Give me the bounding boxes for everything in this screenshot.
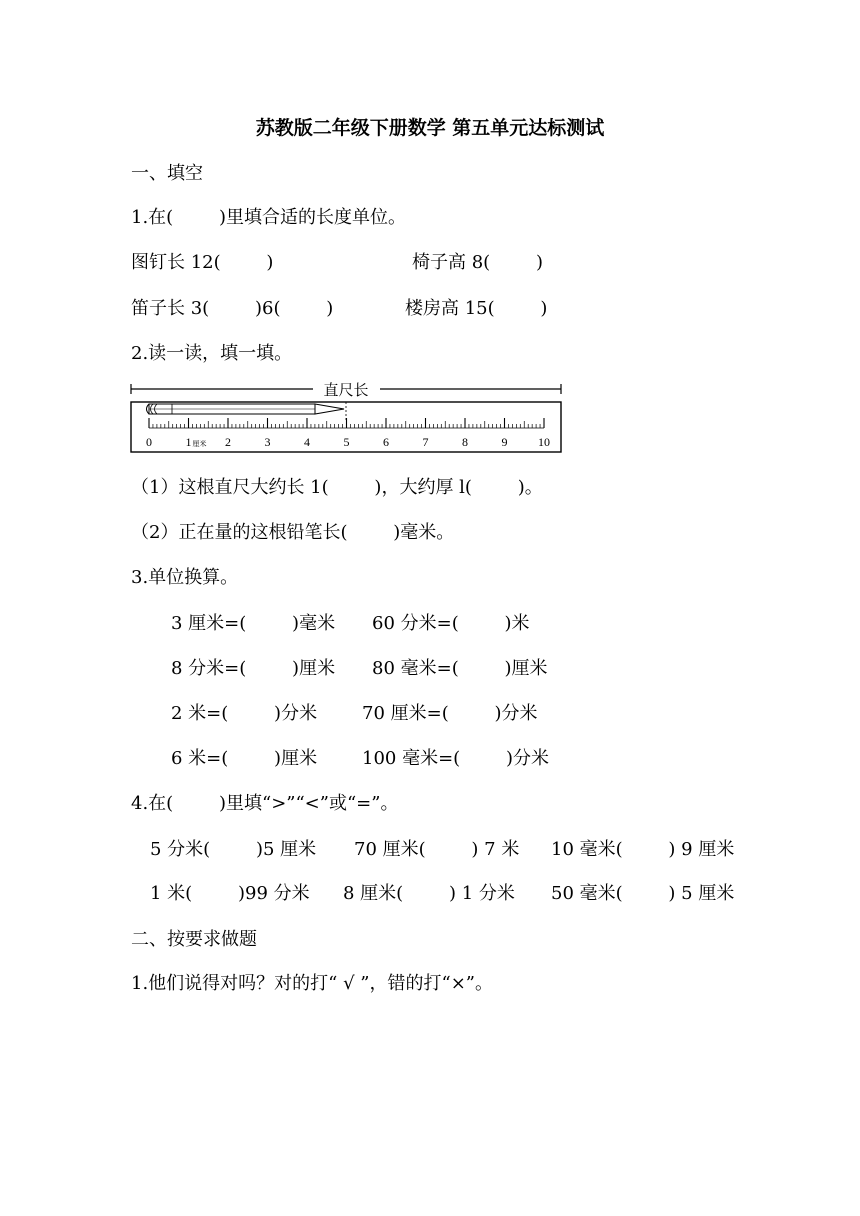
ruler-tick-label: 5 [343,435,350,449]
page-title: 苏教版二年级下册数学 第五单元达标测试 [255,117,605,139]
question-1-item-building: 楼房高 15( ) [405,298,548,319]
comparison-item: 5 分米( )5 厘米 [150,839,317,860]
conversion-item: 100 毫米=( )分米 [362,748,549,769]
ruler-figure [130,380,562,456]
ruler-tick-label: 6 [383,435,389,449]
ruler-tick-label: 1 [185,435,192,449]
comparison-item: 1 米( )99 分米 [150,883,310,904]
conversion-item: 60 分米=( )米 [372,613,530,634]
question-1-item-pushpin: 图钉长 12( ) [131,252,274,273]
ruler-tick-label: 8 [462,435,468,449]
question-2-sub-1: （1）这根直尺大约长 1( )，大约厚 l( )。 [131,477,543,498]
comparison-item: 50 毫米( ) 5 厘米 [551,883,735,904]
ruler-tick-label: 0 [146,435,152,449]
part-2-question-1-prompt: 1.他们说得对吗？对的打“ √ ”，错的打“×”。 [131,973,493,994]
conversion-item: 3 厘米=( )毫米 [171,613,336,634]
ruler-tick-label: 7 [422,435,429,449]
question-1-item-chair: 椅子高 8( ) [412,252,543,273]
section-heading-fill-blank: 一、填空 [131,163,203,184]
conversion-item: 2 米=( )分米 [171,703,318,724]
ruler-label: 直尺长 [323,382,369,399]
comparison-item: 70 厘米( ) 7 米 [354,839,520,860]
question-2-prompt: 2.读一读，填一填。 [131,343,293,364]
ruler-tick-label: 4 [304,435,310,449]
ruler-tick-label: 9 [501,435,508,449]
question-3-prompt: 3.单位换算。 [131,567,239,588]
conversion-item: 80 毫米=( )厘米 [372,658,548,679]
section-heading-exercises: 二、按要求做题 [131,929,257,950]
ruler-tick-label: 10 [538,435,550,449]
question-4-prompt: 4.在( )里填“>”“<”或“=”。 [131,793,399,814]
question-1-prompt: 1.在( )里填合适的长度单位。 [131,207,406,228]
ruler-unit-label: 厘米 [192,441,207,448]
comparison-item: 8 厘米( ) 1 分米 [343,883,515,904]
question-1-item-flute: 笛子长 3( )6( ) [131,298,334,319]
conversion-item: 70 厘米=( )分米 [362,703,538,724]
comparison-item: 10 毫米( ) 9 厘米 [551,839,735,860]
ruler-tick-label: 2 [225,435,231,449]
conversion-item: 8 分米=( )厘米 [171,658,336,679]
conversion-item: 6 米=( )厘米 [171,748,318,769]
ruler-tick-label: 3 [264,435,271,449]
question-2-sub-2: （2）正在量的这根铅笔长( )毫米。 [131,522,455,543]
